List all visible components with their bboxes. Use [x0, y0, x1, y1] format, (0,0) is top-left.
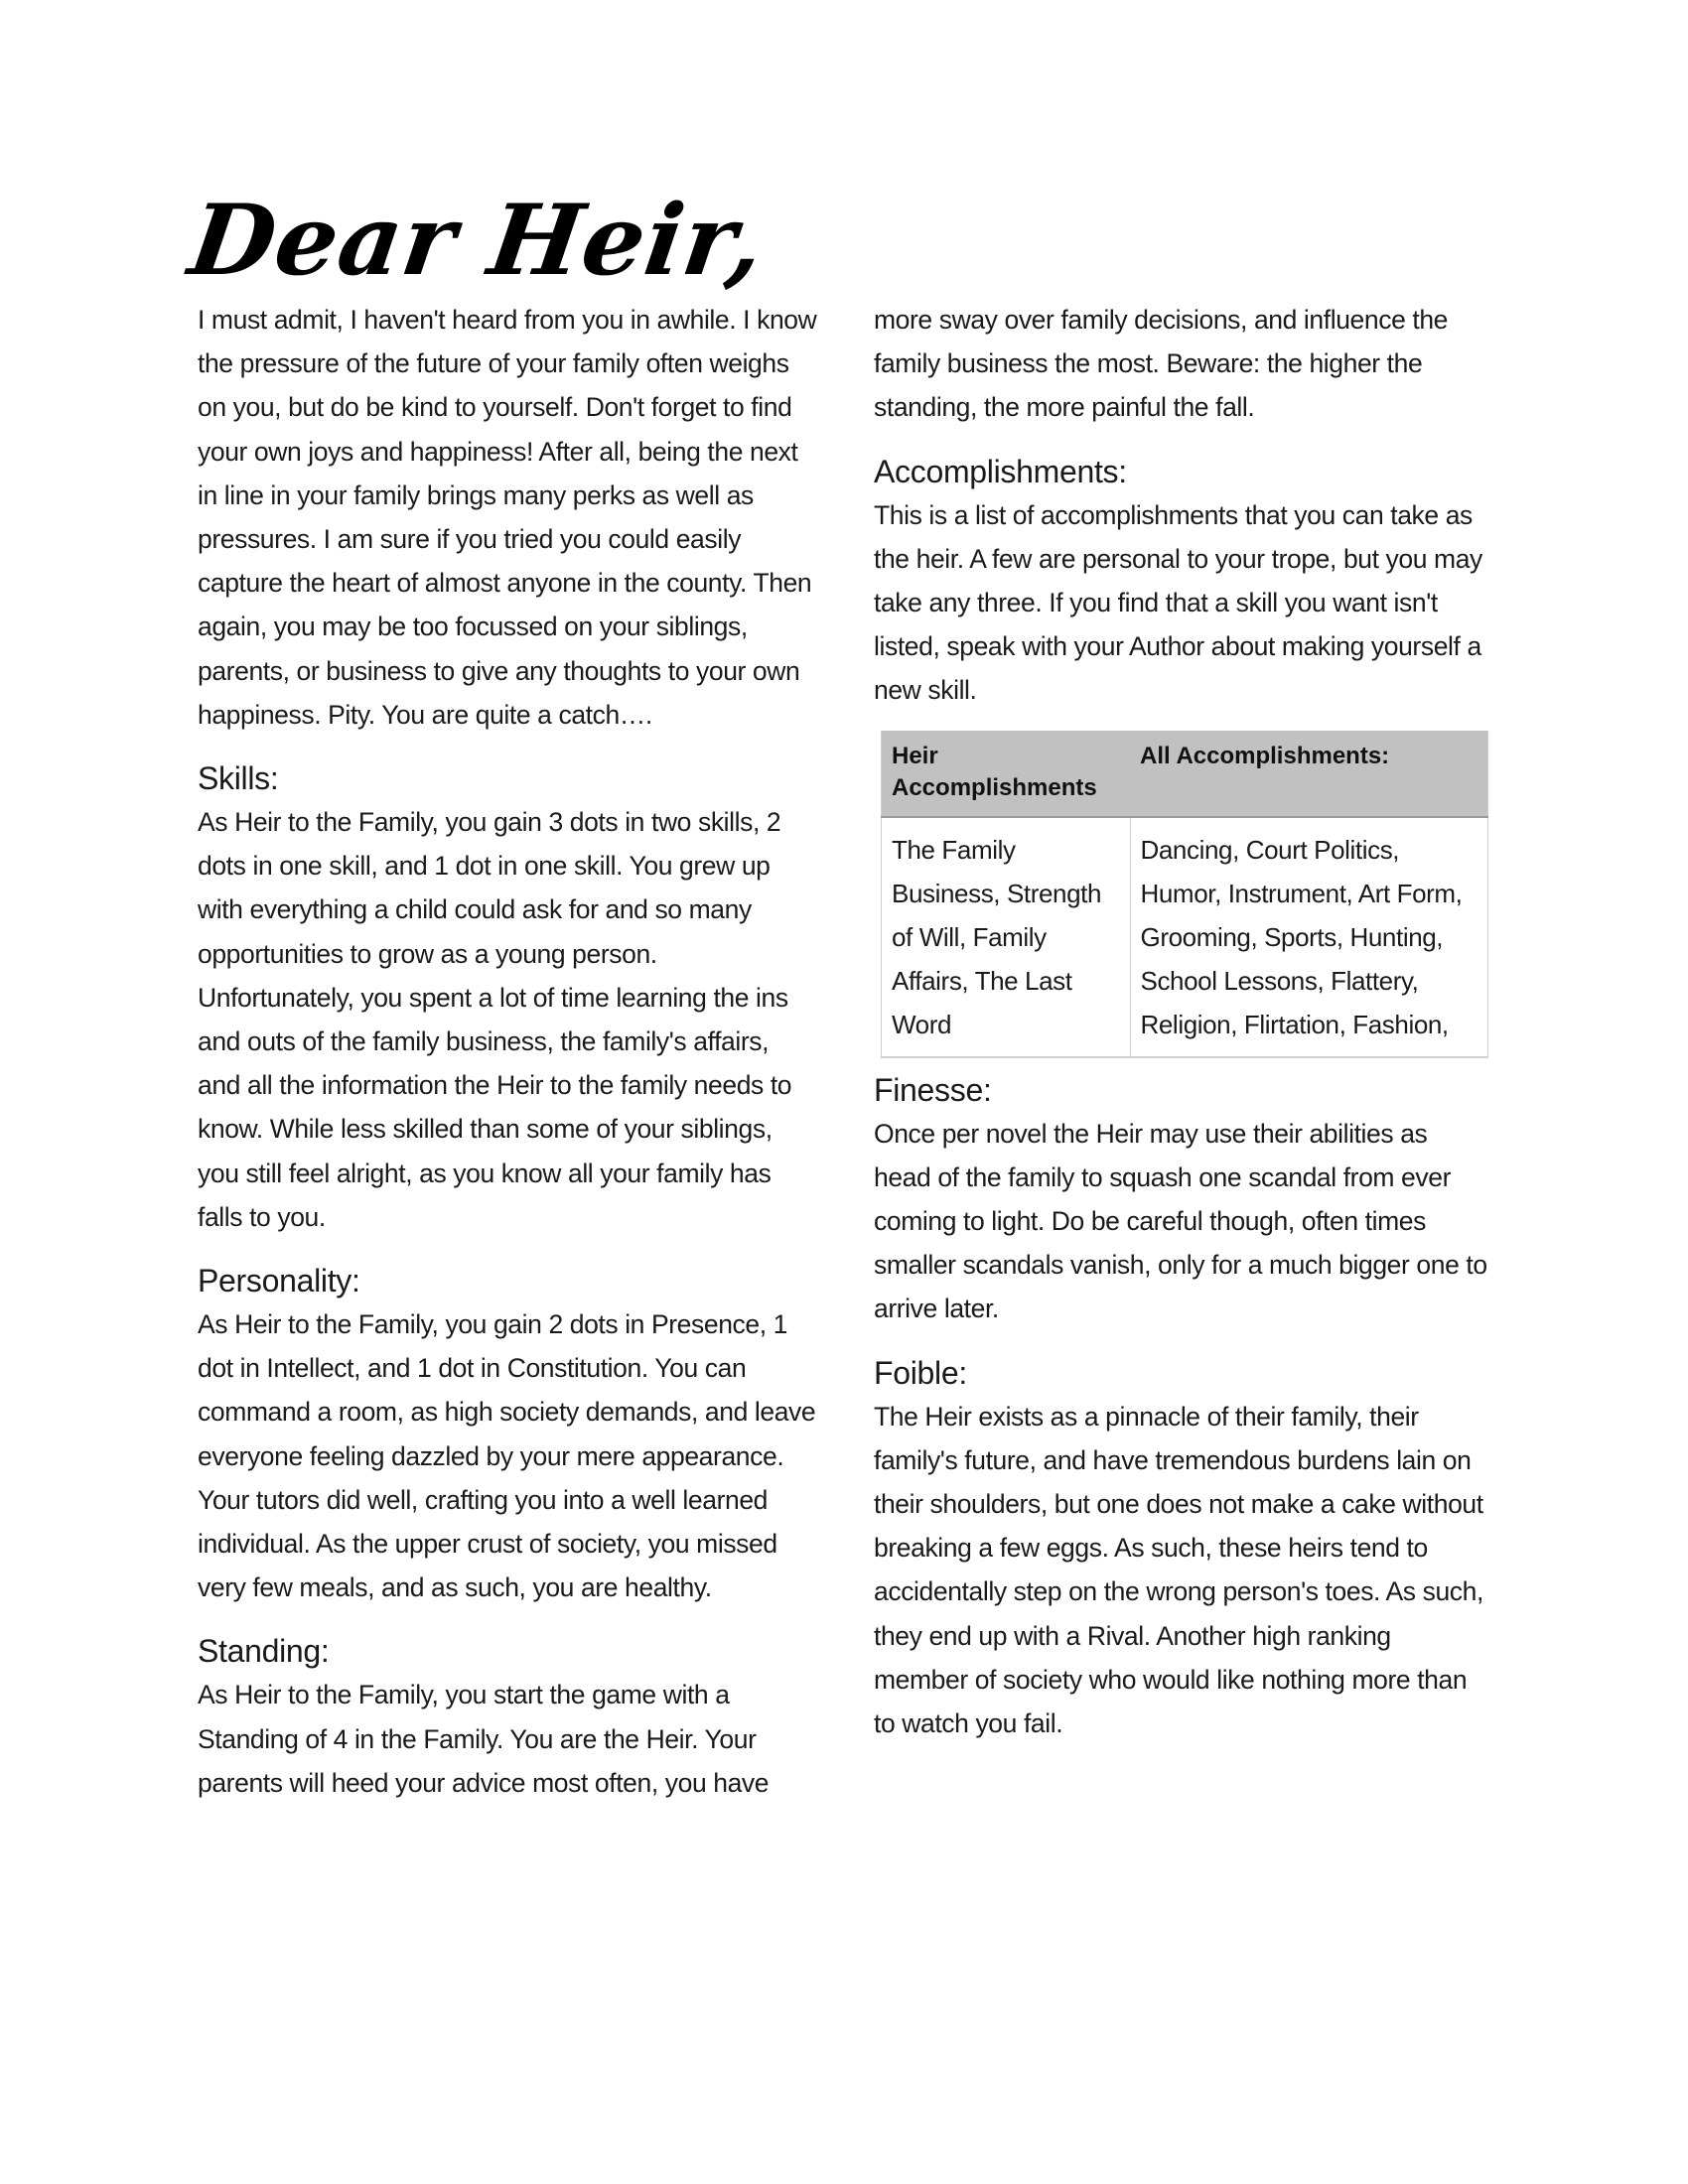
all-accomplishments-cell: Dancing, Court Politics, Humor, Instrument, Art Form, Grooming, Sports, Hunting, School Lessons, Flattery, Religion, Flirtation, Fashion,	[1130, 817, 1488, 1057]
skills-heading: Skills:	[198, 760, 279, 797]
table-header-row	[882, 731, 1488, 817]
heir-accomplishments-cell: The Family Business, Strength of Will, Family Affairs, The Last Word	[882, 817, 1131, 1057]
finesse-heading: Finesse:	[874, 1071, 992, 1108]
intro-paragraph: I must admit, I haven't heard from you in awhile. I know the pressure of the future of your family often weighs on you, but do be kind to yourself. Don't forget to find your own joys and happiness! After all, being the next in line in your family brings many perks as well as pressures. I am sure if you tried you could easily capture the heart of almost anyone in the county. Then again, you may be too focussed on your siblings, parents, or business to give any thoughts to your own happiness. Pity. You are quite a catch….	[198, 305, 817, 730]
standing-heading: Standing:	[198, 1633, 330, 1670]
table-header-heir: Heir Accomplishments	[882, 731, 1131, 817]
page-title: Dear Heir,	[182, 183, 773, 298]
standing-body-continued: more sway over family decisions, and influence the family business the most. Beware: the higher the standing, the more painful the fall.	[874, 305, 1449, 423]
foible-body: The Heir exists as a pinnacle of their family, their family's future, and have tremendous burdens lain on their shoulders, but one does not make a cake without breaking a few eggs. As such, these heirs tend to accidentally step on the wrong person's toes. As such, they end up with a Rival. Another high ranking member of society who would like nothing more than to watch you fail.	[874, 1401, 1483, 1739]
personality-heading: Personality:	[198, 1263, 360, 1299]
table-row	[882, 817, 1488, 1057]
skills-body: As Heir to the Family, you gain 3 dots in two skills, 2 dots in one skill, and 1 dot in one skill. You grew up with everything a child could ask for and so many opportunities to grow as a young person. Unfortunately, you spent a lot of time learning the ins and outs of the family business, the family's affairs, and all the information the Heir to the family needs to know. While less skilled than some of your siblings, you still feel alright, as you know all your family has falls to you.	[198, 807, 792, 1232]
accomplishments-heading: Accomplishments:	[874, 453, 1127, 489]
table-header-all: All Accomplishments:	[1130, 731, 1488, 817]
finesse-body: Once per novel the Heir may use their abilities as head of the family to squash one scandal from ever coming to light. Do be careful though, often times smaller scandals vanish, only for a much bigger one to arrive later.	[874, 1118, 1487, 1324]
accomplishments-body: This is a list of accomplishments that you can take as the heir. A few are personal to your trope, but you may take any three. If you find that a skill you want isn't listed, speak with your Author about making yourself a new skill.	[874, 499, 1482, 706]
standing-body: As Heir to the Family, you start the game with a Standing of 4 in the Family. You are the Heir. Your parents will heed your advice most often, you have	[198, 1680, 770, 1798]
foible-heading: Foible:	[874, 1354, 967, 1391]
left-column	[198, 298, 818, 1805]
right-column	[874, 298, 1489, 1745]
accomplishments-table	[881, 731, 1488, 1058]
personality-body: As Heir to the Family, you gain 2 dots in Presence, 1 dot in Intellect, and 1 dot in Constitution. You can command a room, as high society demands, and leave everyone feeling dazzled by your mere appearance. Your tutors did well, crafting you into a well learned individual. As the upper crust of society, you missed very few meals, and as such, you are healthy.	[198, 1309, 816, 1603]
